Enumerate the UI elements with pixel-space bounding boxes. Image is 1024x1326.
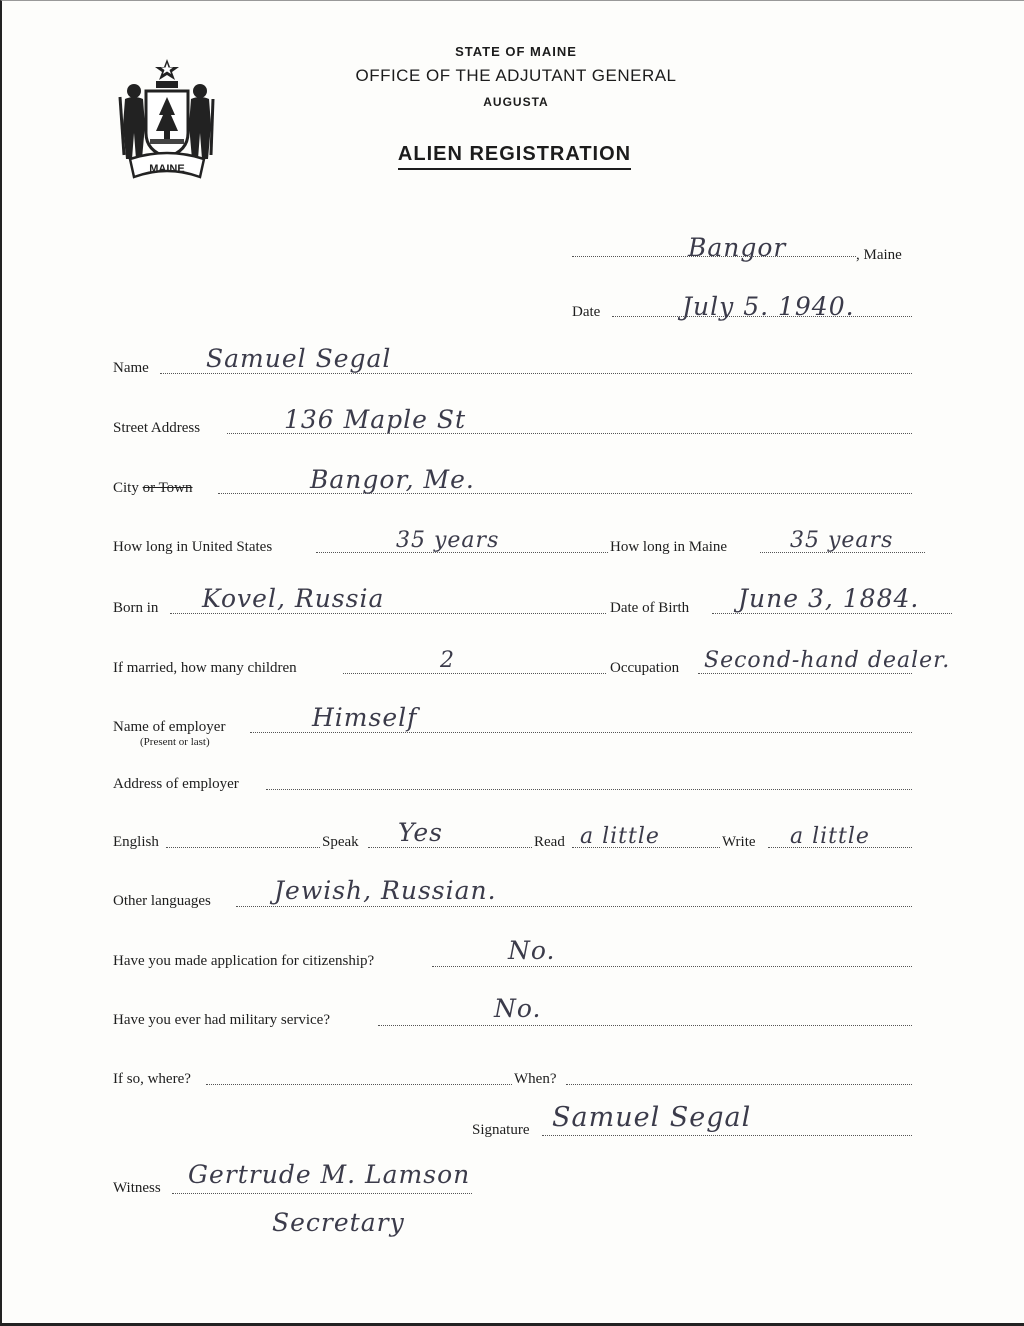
english-label: English [113,834,159,850]
military-value: No. [494,994,542,1023]
header-office: OFFICE OF THE ADJUTANT GENERAL [355,66,677,85]
street-label: Street Address [113,420,201,436]
name-line [160,373,912,374]
place-value: Bangor [688,233,787,262]
employer-address-label: Address of employer [113,776,239,792]
years-us-label: How long in United States [113,539,273,555]
seal-banner-text: MAINE [149,163,185,175]
where-line [206,1084,512,1085]
born-in-label: Born in [113,600,159,616]
years-us-value: 35 years [396,528,500,553]
place-suffix: , Maine [856,247,902,263]
employer-label: Name of employer [113,719,226,735]
city-label-text: City [113,480,139,496]
read-label: Read [534,834,565,850]
years-maine-label: How long in Maine [610,539,728,555]
signature-value: Samuel Segal [552,1102,752,1133]
where-label: If so, where? [113,1071,191,1087]
read-value: a little [580,824,660,849]
citizenship-line [432,966,912,967]
name-value: Samuel Segal [206,344,392,373]
witness-value: Gertrude M. Lamson [188,1160,471,1189]
speak-label: Speak [322,834,359,850]
city-label [113,480,193,497]
speak-line [368,847,532,848]
employer-line [250,732,912,733]
other-languages-line [236,906,912,907]
employer-sublabel: (Present or last) [140,736,210,748]
witness-label: Witness [113,1180,161,1196]
header-state: STATE OF MAINE [455,44,577,59]
other-languages-value: Jewish, Russian. [274,876,497,905]
city-struck-text: or Town [142,480,193,496]
form-title-row [0,143,1024,170]
city-value: Bangor, Me. [310,465,475,494]
military-line [378,1025,912,1026]
born-in-value: Kovel, Russia [202,584,385,613]
occupation-line [698,673,912,674]
military-label: Have you ever had military service? [113,1012,330,1028]
street-value: 136 Maple St [284,405,467,434]
years-maine-value: 35 years [790,528,894,553]
date-label: Date [572,304,601,320]
citizenship-label: Have you made application for citizenship? [113,953,375,969]
speak-value: Yes [398,818,443,847]
children-value: 2 [440,648,455,673]
form-title: ALIEN REGISTRATION [398,143,631,170]
born-in-line [170,613,606,614]
write-label: Write [722,834,756,850]
birth-date-value: June 3, 1884. [738,584,920,613]
signature-line [542,1135,912,1136]
children-label: If married, how many children [113,660,297,676]
name-label: Name [113,360,149,376]
english-line [166,847,320,848]
birth-date-line [712,613,952,614]
birth-date-label: Date of Birth [610,600,690,616]
occupation-value: Second-hand dealer. [704,648,951,673]
witness-line [172,1193,472,1194]
employer-address-line [266,789,912,790]
when-line [566,1084,912,1085]
write-value: a little [790,824,870,849]
date-value: July 5. 1940. [682,292,855,321]
signature-label: Signature [472,1122,530,1138]
when-label: When? [514,1071,557,1087]
other-languages-label: Other languages [113,893,211,909]
header-city: AUGUSTA [483,95,549,109]
children-line [343,673,606,674]
occupation-label: Occupation [610,660,680,676]
witness-title: Secretary [272,1208,405,1237]
citizenship-value: No. [508,936,556,965]
employer-value: Himself [312,703,418,732]
